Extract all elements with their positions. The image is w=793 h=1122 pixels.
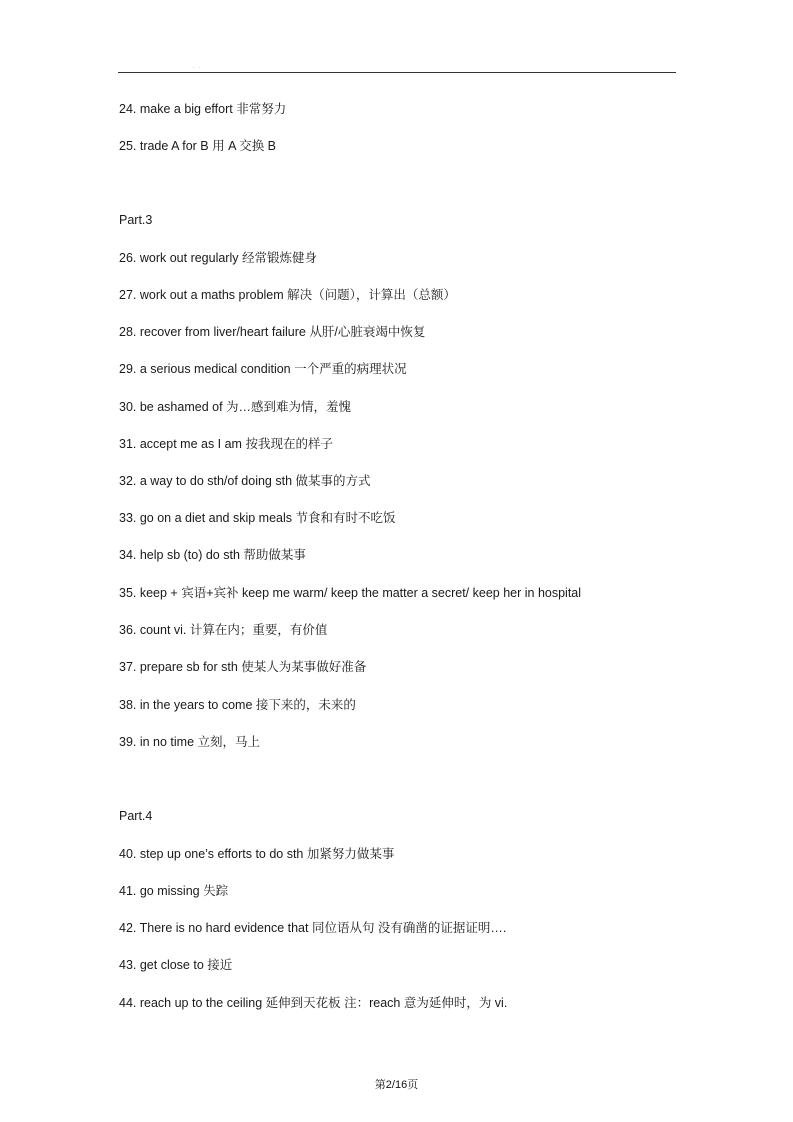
phrase-line-30: 30. be ashamed of 为…感到难为情，羞愧 — [119, 400, 352, 414]
phrase-line-24: 24. make a big effort 非常努力 — [119, 102, 287, 116]
phrase-line-27: 27. work out a maths problem 解决（问题），计算出（总额） — [119, 288, 456, 302]
phrase-line-36: 36. count vi. 计算在内；重要，有价值 — [119, 623, 328, 637]
phrase-line-41: 41. go missing 失踪 — [119, 884, 229, 898]
section-heading-part-3: Part.3 — [119, 213, 153, 227]
phrase-line-44: 44. reach up to the ceiling 延伸到天花板 注：reach 意为延伸时，为 vi. — [119, 996, 508, 1010]
phrase-line-32: 32. a way to do sth/of doing sth 做某事的方式 — [119, 474, 371, 488]
phrase-line-28: 28. recover from liver/heart failure 从肝/心脏衰竭中恢复 — [119, 325, 426, 339]
phrase-line-26: 26. work out regularly 经常锻炼健身 — [119, 251, 317, 265]
page-number: 第2/16页 — [374, 1079, 419, 1091]
phrase-line-37: 37. prepare sb for sth 使某人为某事做好准备 — [119, 660, 367, 674]
phrase-line-43: 43. get close to 接近 — [119, 958, 233, 972]
phrase-line-40: 40. step up one’s efforts to do sth 加紧努力做某事 — [119, 847, 395, 861]
section-heading-part-4: Part.4 — [119, 809, 153, 823]
phrase-line-38: 38. in the years to come 接下来的，未来的 — [119, 698, 356, 712]
phrase-line-29: 29. a serious medical condition 一个严重的病理状况 — [119, 362, 407, 376]
phrase-line-25: 25. trade A for B 用 A 交换 B — [119, 139, 277, 153]
phrase-line-34: 34. help sb (to) do sth 帮助做某事 — [119, 548, 306, 562]
phrase-line-39: 39. in no time 立刻，马上 — [119, 735, 261, 749]
phrase-line-35: 35. keep + 宾语+宾补 keep me warm/ keep the matter a secret/ keep her in hospital — [119, 586, 582, 600]
header-marks: . . — [193, 64, 202, 70]
phrase-line-33: 33. go on a diet and skip meals 节食和有时不吃饭 — [119, 511, 396, 525]
phrase-line-42: 42. There is no hard evidence that 同位语从句 没有确凿的证据证明…. — [119, 921, 507, 935]
header-rule — [118, 72, 676, 73]
phrase-line-31: 31. accept me as I am 按我现在的样子 — [119, 437, 333, 451]
